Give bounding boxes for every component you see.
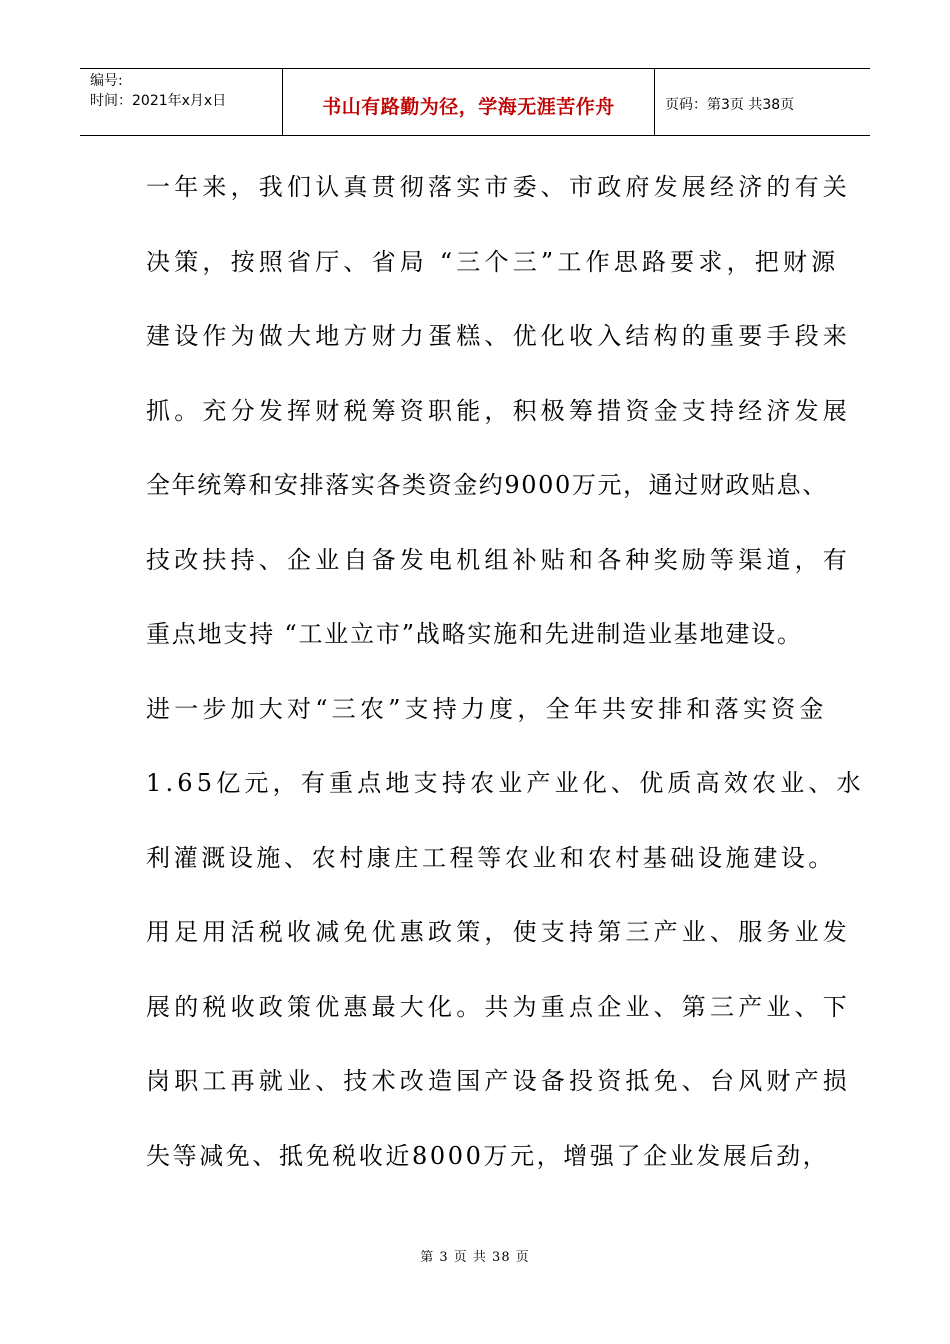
body-line: 进一步加大对“三农”支持力度，全年共安排和落实资金 <box>146 694 828 723</box>
document-body <box>146 160 865 1203</box>
body-line: 用足用活税收减免优惠政策，使支持第三产业、服务业发 <box>146 918 851 946</box>
body-line: 展的税收政策优惠最大化。共为重点企业、第三产业、下 <box>146 992 851 1021</box>
page-info: 页码：第3页 共38页 <box>665 97 795 113</box>
header-table <box>80 68 870 136</box>
body-line: 决策，按照省厅、省局 “三个三”工作思路要求，把财源 <box>146 247 840 276</box>
body-line: 全年统筹和安排落实各类资金约9000万元，通过财政贴息、 <box>146 471 828 499</box>
time-label: 时间：2021年x月x日 <box>90 93 227 109</box>
body-line: 一年来，我们认真贯彻落实市委、市政府发展经济的有关 <box>146 173 851 201</box>
body-line: 重点地支持 “工业立市”战略实施和先进制造业基地建设。 <box>146 620 803 648</box>
body-line: 失等减免、抵免税收近8000万元，增强了企业发展后劲， <box>146 1141 830 1170</box>
body-line: 建设作为做大地方财力蛋糕、优化收入结构的重要手段来 <box>146 322 851 350</box>
motto-text: 书山有路勤为径，学海无涯苦作舟 <box>322 95 615 118</box>
code-label: 编号: <box>90 73 123 89</box>
body-line: 抓。充分发挥财税筹资职能，积极筹措资金支持经济发展 <box>146 396 851 425</box>
header-page-cell <box>655 69 870 135</box>
body-line: 技改扶持、企业自备发电机组补贴和各种奖励等渠道，有 <box>146 545 851 574</box>
body-line: 岗职工再就业、技术改造国产设备投资抵免、台风财产损 <box>146 1067 851 1095</box>
body-line: 1.65亿元，有重点地支持农业产业化、优质高效农业、水 <box>146 769 865 797</box>
header-meta-cell <box>80 69 283 135</box>
footer-page-number: 第 3 页 共 38 页 <box>420 1250 530 1265</box>
header-motto-cell <box>283 69 655 135</box>
body-line: 利灌溉设施、农村康庄工程等农业和农村基础设施建设。 <box>146 843 836 872</box>
page-footer <box>0 1246 950 1265</box>
